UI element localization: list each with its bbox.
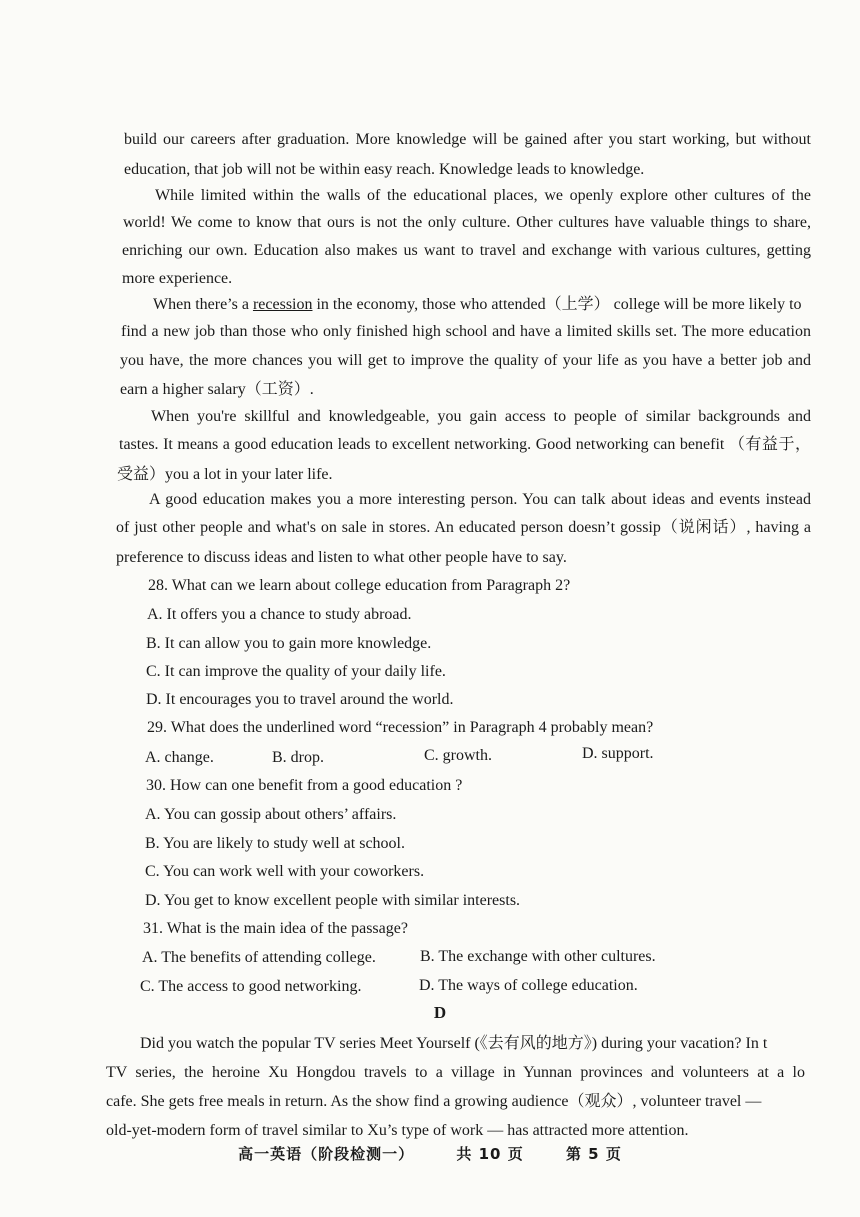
answer-option: A. It offers you a chance to study abroad.	[147, 606, 412, 623]
passage-text: in the economy, those who attended（上学） college will be more likely to	[312, 296, 802, 313]
answer-option: B. You are likely to study well at school.	[145, 835, 405, 852]
question-stem: 28. What can we learn about college education from Paragraph 2?	[148, 577, 571, 594]
answer-option: D. support.	[582, 745, 654, 762]
section-heading: D	[433, 1003, 447, 1022]
answer-option: A. You can gossip about others’ affairs.	[145, 806, 397, 823]
passage-line: of just other people and what's on sale in stores. An educated person doesn’t gossip（说闲话）, having a	[116, 519, 811, 536]
passage-line: enriching our own. Education also makes us want to travel and exchange with various cultures, getting	[122, 242, 811, 259]
answer-option: C. You can work well with your coworkers.	[145, 863, 425, 880]
passage-line	[153, 295, 811, 315]
passage-line: While limited within the walls of the educational places, we openly explore other cultures of the	[155, 187, 811, 204]
passage-line: Did you watch the popular TV series Meet Yourself (《去有风的地方》) during your vacation? In t	[140, 1035, 768, 1052]
answer-option: D. You get to know excellent people with similar interests.	[145, 892, 521, 909]
question-stem: 31. What is the main idea of the passage?	[143, 920, 408, 937]
passage-line: you have, the more chances you will get to improve the quality of your life as you have a better job and	[120, 352, 811, 369]
footer-page-number: 第 5 页	[565, 1145, 622, 1163]
passage-line: 受益）you a lot in your later life.	[117, 466, 333, 483]
question-stem: 29. What does the underlined word “recession” in Paragraph 4 probably mean?	[147, 719, 654, 736]
answer-option: C. The access to good networking.	[140, 978, 362, 995]
passage-line: When you're skillful and knowledgeable, you gain access to people of similar backgrounds and	[151, 408, 811, 425]
question-stem: 30. How can one benefit from a good education ?	[146, 777, 463, 794]
passage-line: world! We come to know that ours is not the only culture. Other cultures have valuable things to share,	[123, 214, 811, 231]
answer-option: D. The ways of college education.	[419, 977, 638, 994]
passage-text: When there’s a	[153, 296, 253, 313]
passage-line: old-yet-modern form of travel similar to Xu’s type of work — has attracted more attention.	[106, 1122, 689, 1139]
answer-option: B. It can allow you to gain more knowledge.	[146, 635, 432, 652]
passage-line: tastes. It means a good education leads to excellent networking. Good networking can benefit （有益于，	[119, 436, 811, 453]
answer-option: B. drop.	[272, 749, 324, 766]
passage-line: build our careers after graduation. More knowledge will be gained after you start working, but without	[124, 131, 811, 148]
passage-line: preference to discuss ideas and listen to what other people have to say.	[116, 549, 567, 566]
passage-line: TV series, the heroine Xu Hongdou travels to a village in Yunnan provinces and volunteers at a lo	[106, 1064, 805, 1081]
passage-line: more experience.	[122, 270, 233, 287]
answer-option: C. growth.	[424, 747, 492, 764]
answer-option: D. It encourages you to travel around the world.	[146, 691, 454, 708]
footer-total-pages: 共 10 页	[456, 1145, 524, 1163]
passage-line: earn a higher salary（工资）.	[120, 381, 314, 398]
footer-subject: 高一英语（阶段检测一）	[238, 1145, 415, 1163]
page-footer	[0, 1143, 860, 1164]
passage-line: education, that job will not be within easy reach. Knowledge leads to knowledge.	[124, 161, 645, 178]
answer-option: A. The benefits of attending college.	[142, 949, 376, 966]
passage-line: cafe. She gets free meals in return. As the show find a growing audience（观众）, volunteer travel —	[106, 1093, 762, 1110]
answer-option: B. The exchange with other cultures.	[420, 948, 656, 965]
passage-line: find a new job than those who only finished high school and have a limited skills set. The more education	[121, 323, 811, 340]
passage-line: A good education makes you a more interesting person. You can talk about ideas and events instead	[149, 491, 811, 508]
answer-option: A. change.	[145, 749, 214, 766]
underlined-word: recession	[252, 296, 313, 313]
answer-option: C. It can improve the quality of your daily life.	[146, 663, 446, 680]
